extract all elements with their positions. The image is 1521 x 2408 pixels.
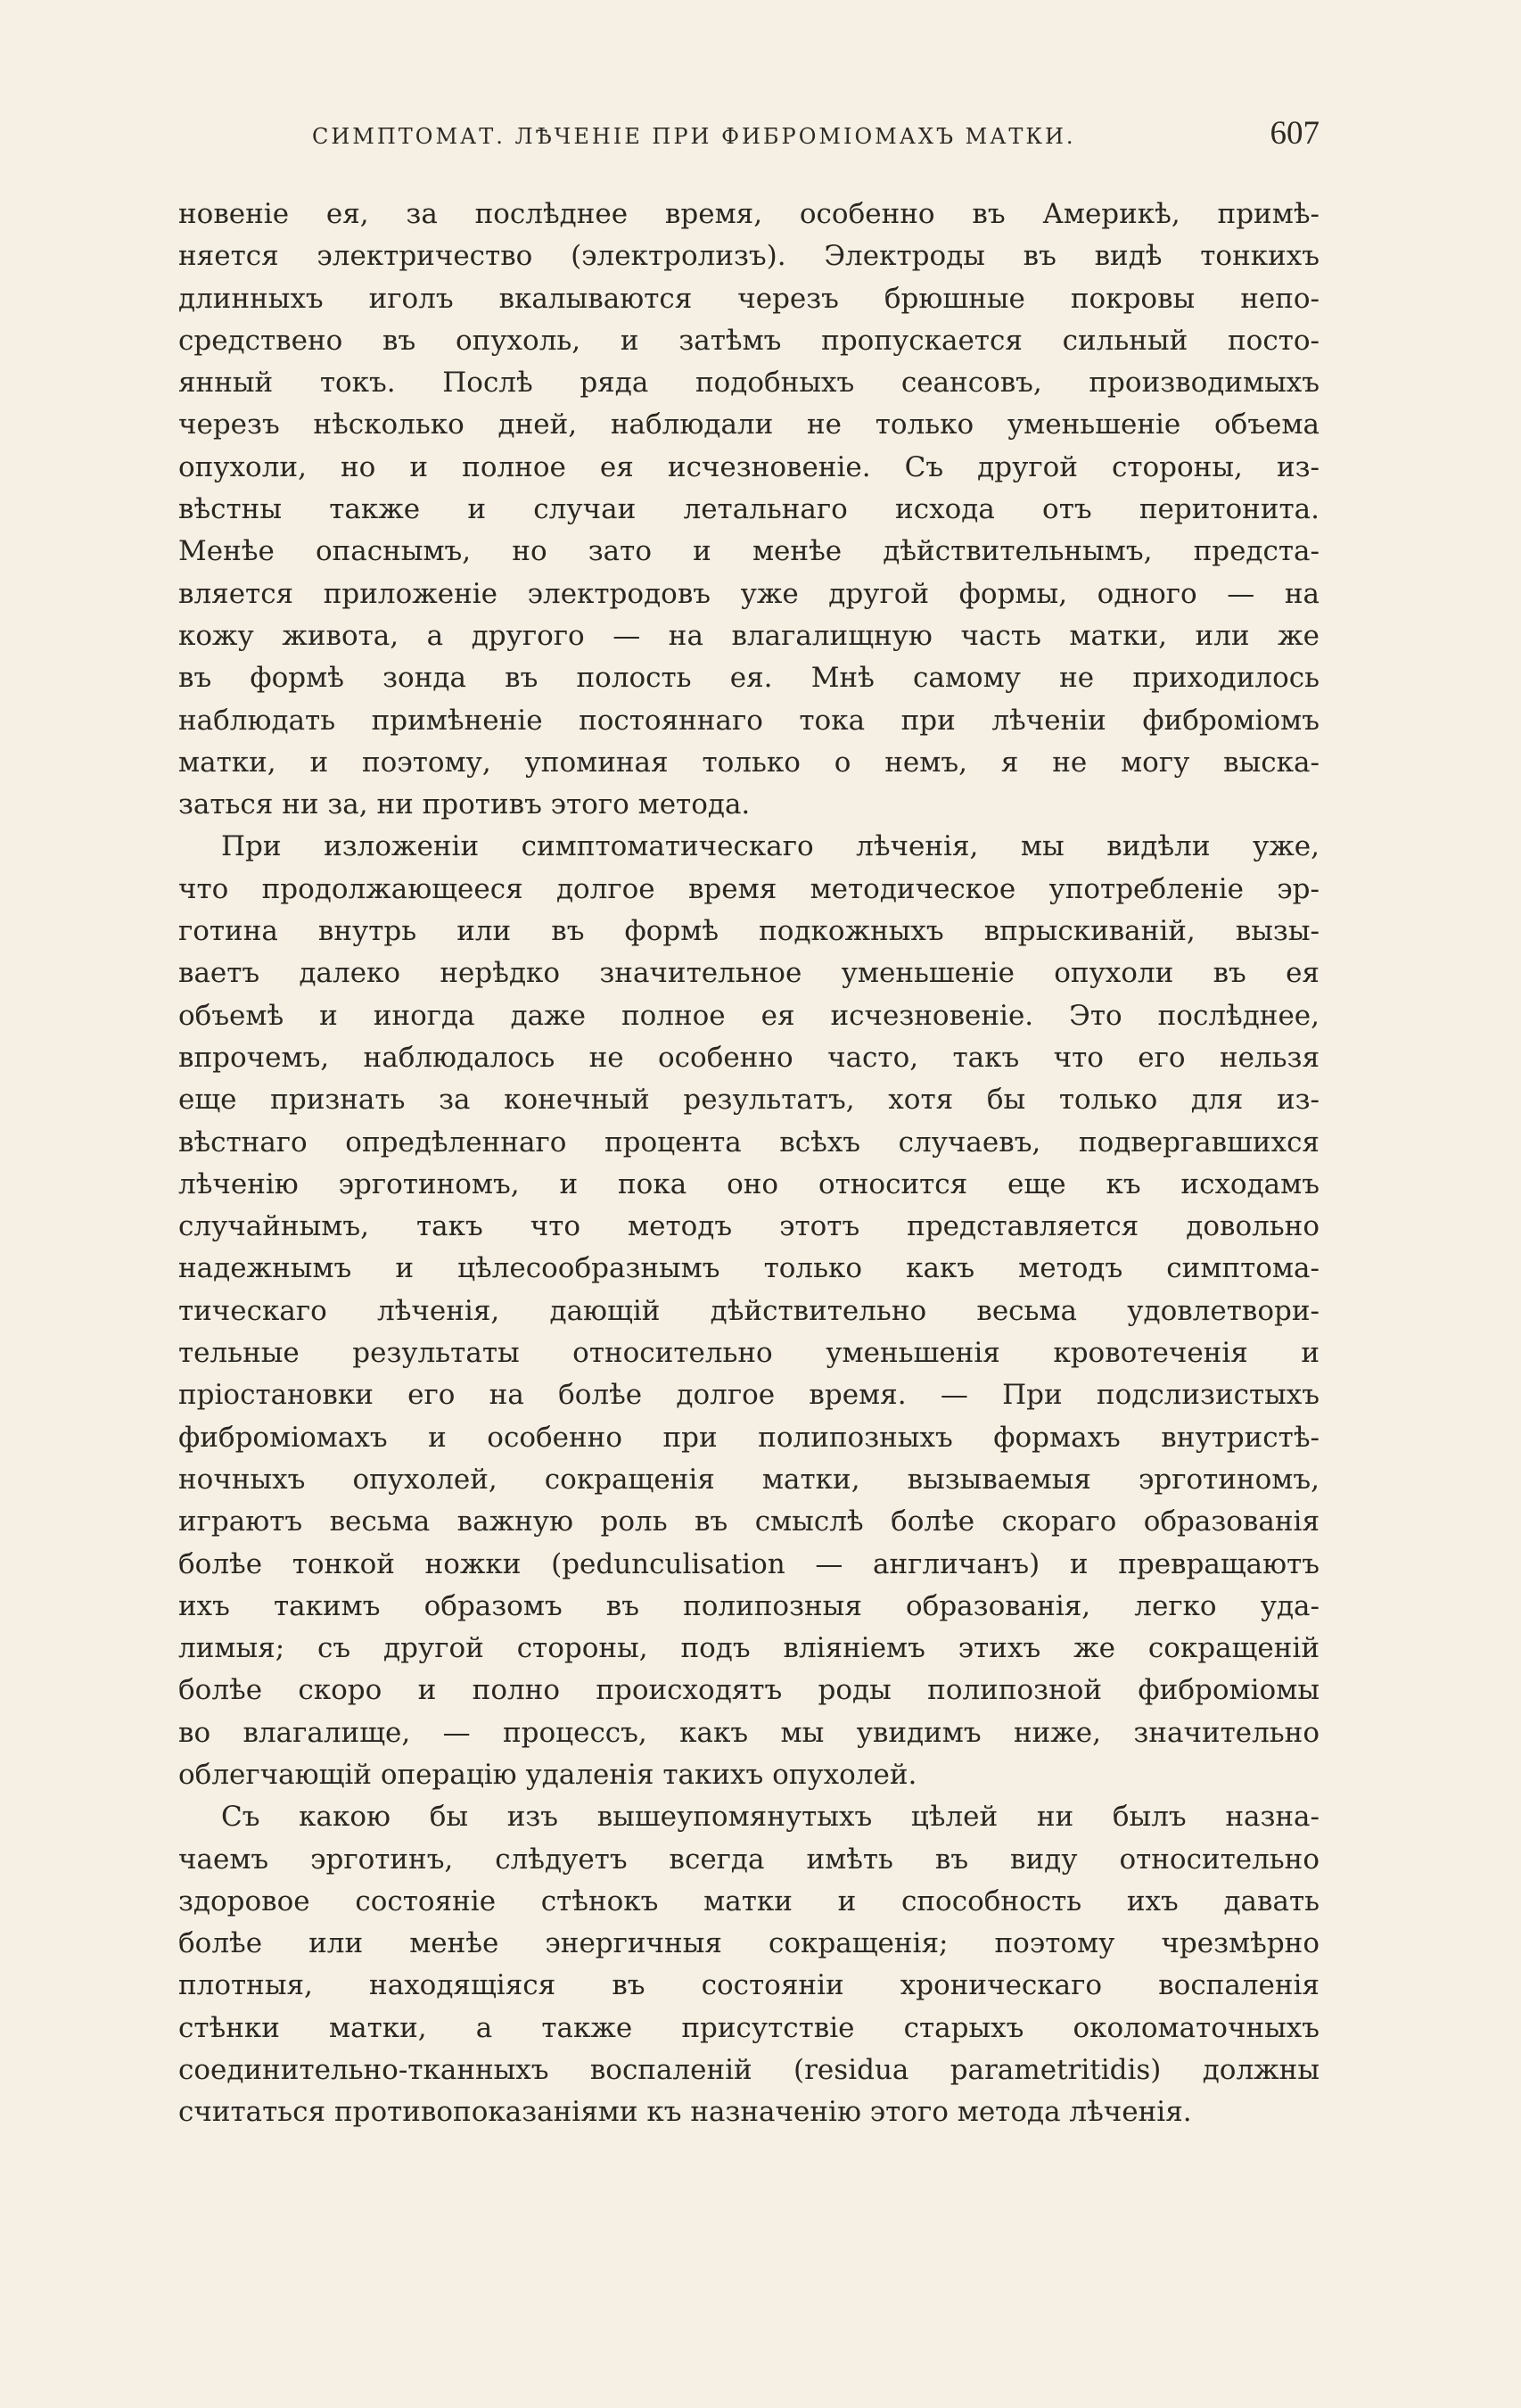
text-line: вѣстнаго опредѣленнаго процента всѣхъ случаевъ, подвергавшихся xyxy=(178,1126,1320,1159)
text-line: Съ какою бы изъ вышеупомянутыхъ цѣлей ни былъ назна- xyxy=(221,1801,1320,1834)
text-line: янный токъ. Послѣ ряда подобныхъ сеансовъ, производимыхъ xyxy=(178,367,1320,400)
text-line: готина внутрь или въ формѣ подкожныхъ впрыскиваній, вызы- xyxy=(178,915,1320,948)
text-line: ночныхъ опухолей, сокращенія матки, вызываемыя эрготиномъ, xyxy=(178,1463,1320,1496)
text-line: случайнымъ, такъ что методъ этотъ представляется довольно xyxy=(178,1210,1320,1243)
text-line: средствено въ опухоль, и затѣмъ пропускается сильный посто- xyxy=(178,324,1320,357)
text-line: болѣе или менѣе энергичныя сокращенія; поэтому чрезмѣрно xyxy=(178,1927,1320,1960)
text-line: еще признать за конечный результатъ, хотя бы только для из- xyxy=(178,1084,1320,1117)
text-line: считаться противопоказаніями къ назначенію этого метода лѣченія. xyxy=(178,2096,1192,2129)
text-line: соединительно-тканныхъ воспаленій (residua parametritidis) должны xyxy=(178,2054,1320,2087)
text-line: Менѣе опаснымъ, но зато и менѣе дѣйствительнымъ, предста- xyxy=(178,535,1320,568)
text-line: въ формѣ зонда въ полость ея. Мнѣ самому не приходилось xyxy=(178,662,1320,695)
paragraph-3 xyxy=(178,1796,1320,2133)
text-line: фиброміомахъ и особенно при полипозныхъ формахъ внутристѣ- xyxy=(178,1421,1320,1454)
text-line: впрочемъ, наблюдалось не особенно часто, такъ что его нельзя xyxy=(178,1041,1320,1074)
text-line: няется электричество (электролизъ). Электроды въ видѣ тонкихъ xyxy=(178,240,1320,273)
text-line: играютъ весьма важную роль въ смыслѣ болѣе скораго образованія xyxy=(178,1505,1320,1538)
text-line: что продолжающееся долгое время методическое употребленіе эр- xyxy=(178,872,1320,905)
text-line: лимыя; съ другой стороны, подъ вліяніемъ этихъ же сокращеній xyxy=(178,1632,1320,1665)
text-line: здоровое состояніе стѣнокъ матки и способность ихъ давать xyxy=(178,1884,1320,1917)
paragraph-2 xyxy=(178,826,1320,1796)
text-line: черезъ нѣсколько дней, наблюдали не только уменьшеніе объема xyxy=(178,408,1320,441)
running-title: СИМПТОМАТ. ЛѢЧЕНІЕ ПРИ ФИБРОМІОМАХЪ МАТКИ. xyxy=(312,124,1076,149)
text-line: длинныхъ иголъ вкалываются черезъ брюшные покровы непо- xyxy=(178,282,1320,315)
text-line: облегчающій операцію удаленія такихъ опухолей. xyxy=(178,1758,917,1791)
text-line: кожу живота, а другого — на влагалищную часть матки, или же xyxy=(178,619,1320,652)
text-line: чаемъ эрготинъ, слѣдуетъ всегда имѣть въ виду относительно xyxy=(178,1843,1320,1876)
page-header xyxy=(178,114,1320,159)
text-line: ихъ такимъ образомъ въ полипозныя образованія, легко уда- xyxy=(178,1589,1320,1622)
text-line: стѣнки матки, а также присутствіе старыхъ околоматочныхъ xyxy=(178,2011,1320,2044)
text-line: тическаго лѣченія, дающій дѣйствительно весьма удовлетвори- xyxy=(178,1294,1320,1327)
paragraph-1 xyxy=(178,194,1320,826)
text-line: вляется приложеніе электродовъ уже другой формы, одного — на xyxy=(178,577,1320,610)
text-line: матки, и поэтому, упоминая только о немъ, я не могу выска- xyxy=(178,746,1320,779)
text-line: надежнымъ и цѣлесообразнымъ только какъ методъ симптома- xyxy=(178,1252,1320,1285)
text-line: тельные результаты относительно уменьшенія кровотеченія и xyxy=(178,1337,1320,1370)
body-text xyxy=(178,194,1320,2134)
page-number: 607 xyxy=(1270,115,1320,152)
text-line: опухоли, но и полное ея исчезновеніе. Съ другой стороны, из- xyxy=(178,450,1320,483)
text-line: плотныя, находящіяся въ состояніи хроническаго воспаленія xyxy=(178,1969,1320,2002)
text-line: вѣстны также и случаи летальнаго исхода отъ перитонита. xyxy=(178,493,1320,526)
text-line: новеніе ея, за послѣднее время, особенно въ Америкѣ, примѣ- xyxy=(178,198,1320,230)
text-line: заться ни за, ни противъ этого метода. xyxy=(178,788,751,821)
text-line: объемѣ и иногда даже полное ея исчезновеніе. Это послѣднее, xyxy=(178,999,1320,1032)
text-line: болѣе скоро и полно происходятъ роды полипозной фиброміомы xyxy=(178,1674,1320,1707)
text-line: ваетъ далеко нерѣдко значительное уменьшеніе опухоли въ ея xyxy=(178,957,1320,990)
text-line: наблюдать примѣненіе постояннаго тока при лѣченіи фиброміомъ xyxy=(178,704,1320,737)
text-line: лѣченію эрготиномъ, и пока оно относится еще къ исходамъ xyxy=(178,1167,1320,1200)
text-line: При изложеніи симптоматическаго лѣченія, мы видѣли уже, xyxy=(221,830,1320,863)
text-line: болѣе тонкой ножки (pedunculisation — англичанъ) и превращаютъ xyxy=(178,1547,1320,1580)
text-line: во влагалище, — процессъ, какъ мы увидимъ ниже, значительно xyxy=(178,1716,1320,1749)
text-line: пріостановки его на болѣе долгое время. — При подслизистыхъ xyxy=(178,1379,1320,1412)
